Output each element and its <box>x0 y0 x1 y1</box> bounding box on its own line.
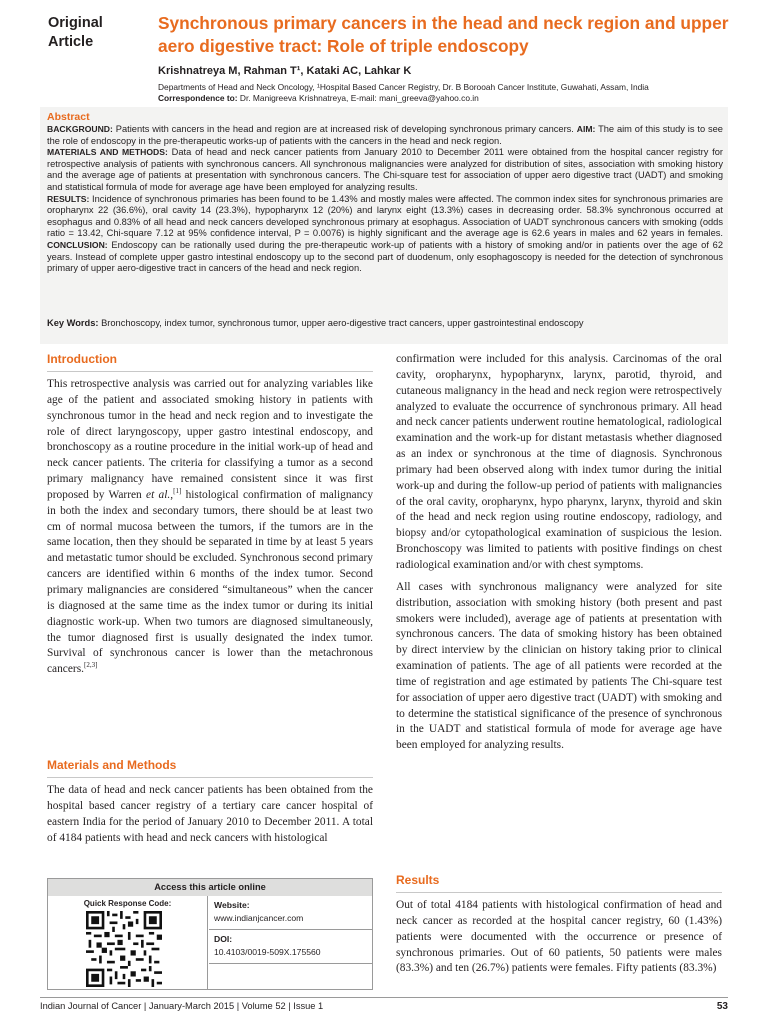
correspondence-label: Correspondence to: <box>158 93 238 103</box>
ref-2-3: [2,3] <box>84 661 98 670</box>
methods-text <box>47 783 373 846</box>
article-type-line1: Original <box>48 15 103 31</box>
methods-label: MATERIALS AND METHODS: <box>47 147 168 158</box>
results-text: Incidence of synchronous primaries has been found to be 1.43% and mostly males were affected. The common index sites for synchronous primaries are oropharynx 22 (36.6%), oral cavity 14 (23.3%), hypopharynx 12 (20%) and larynx eight (13.3%) cases in decreasing order. 58.3% synchronous occurred at esophagus and 0.83% of all head and neck cancers developed synchronous primary at esophagus. Association of UADT synchronous cancers with smoking (odds ratio = 13.42, Chi-square 7.12 at 95% confidence interval, P = 0.0076) is highly significant and the average age is 62.6 years in males and 62 years in females. <box>47 193 723 239</box>
qr-code-icon[interactable] <box>86 911 162 987</box>
doi-value[interactable]: 10.4103/0019-509X.175560 <box>214 947 321 957</box>
materials-methods-heading: Materials and Methods <box>47 758 177 772</box>
background-text: Patients with cancers in the head and region are at increased risk of developing synchronous primary cancers. <box>112 124 577 134</box>
qr-label: Quick Response Code: <box>83 899 172 908</box>
results-heading: Results <box>396 873 440 887</box>
page-number: 53 <box>716 1001 728 1012</box>
conclusion-text: Endoscopy can be rationally used during the pre-therapeutic work-up of patients with a history of smoking and/or in patients over the age of 62 years. Instead of complete upper gastro intestinal endoscopy up to the second part of duodenum, only esophagoscopy is needed for the detection of synchronous primary of upper aero-digestive tract in cancers of the head and neck region. <box>47 239 723 274</box>
website-link[interactable]: www.indianjcancer.com <box>214 913 304 923</box>
affiliations <box>158 82 649 104</box>
correspondence-line <box>158 93 649 104</box>
access-article-box <box>47 878 373 990</box>
abstract-heading: Abstract <box>47 111 90 123</box>
aim-text: The aim of this study is to see the role of endoscopy in the pre-therapeutic works-up of patients with the cancers in the head and neck region. <box>47 124 723 146</box>
methods-continued: confirmation were included for this analysis. Carcinomas of the oral cavity, oropharynx, hypopharynx, larynx, parotid, thyroid, and cutaneous malignancy in the head and neck region were retrospectively analyzed to evaluate the occurrence of synchronous primary. All head and neck cancer patients underwent routine hematological, radiological examination and the work-up for distant metastasis whether diagnosed as an index or synchronous at the time of diagnosis. Synchronous primary had been observed along with index tumor during the initial work-up and during the follow-up period of patients with malignancies of the oral cavity, oropharynx, hypo pharynx, larynx, thyroid and skin of the head and neck region using routine endoscopy, radiology, and biopsy and/or cytopathological examination of suspicious the lesion. Bronchoscopy was limited to patients with positive findings on chest radiological examination and/or with chest symptoms. <box>396 353 722 571</box>
doi-label: DOI: <box>214 934 233 944</box>
authors: Krishnatreya M, Rahman T¹, Kataki AC, Lahkar K <box>158 65 412 77</box>
article-type-line2: Article <box>48 34 94 50</box>
results-label: RESULTS: <box>47 193 90 204</box>
intro-part1: This retrospective analysis was carried out for analyzing variables like age of the patient and associated smoking history in patients with synchronous tumor in the head and neck region and to investigate the role of direct laryngoscopy, upper gastro intestinal endoscopy, and bronchoscopy as a routine procedure in the initial work-up of head and neck cancer patients. The criteria for classifying a tumor as a second primary malignancy have remained consistent since it was first proposed by Warren <box>47 378 373 501</box>
doi-row <box>209 930 372 964</box>
keywords-text: Bronchoscopy, index tumor, synchronous tumor, upper aero-digestive tract cancers, upper gastrointestinal endoscopy <box>98 318 584 328</box>
methods-text: Data of head and neck cancer patients from January 2010 to December 2011 were obtained from the hospital cancer registry for retrospective analysis of patients with synchronous cancers. All synchronous malignancies were analyzed for distribution of sites, association with smoking history and the average age of patients at presentation with synchronous cancers. The Chi-square test for association of upper aero digestive tract (UADT) and smoking and statistical formula of mode for average age have been employed for analyzing results. <box>47 147 723 192</box>
aim-label: AIM: <box>576 124 596 134</box>
conclusion-label: CONCLUSION: <box>47 239 108 250</box>
access-box-title: Access this article online <box>48 879 372 896</box>
meta-cell <box>209 896 372 989</box>
keywords <box>47 318 723 328</box>
affiliation-line: Departments of Head and Neck Oncology, ¹Hospital Based Cancer Registry, Dr. B Borooah Cancer Institute, Guwahati, Assam, India <box>158 82 649 92</box>
results-paragraph: Out of total 4184 patients with histological confirmation of head and neck cancer as recorded at the hospital cancer registry, 60 (1.43%) patients were documented with the occurrence or presence of synchronous primaries. Out of 60 patients, 50 patients were males (83.3%) and ten (26.7%) patients were females. Fifty patients (83.3%) <box>396 899 722 975</box>
introduction-text: This retrospective analysis was carried out for analyzing variables like age of the patient and associated smoking history in patients with synchronous tumor in the head and neck region and to investigate the role of direct laryngoscopy, upper gastro intestinal endoscopy, and bronchoscopy as a routine procedure in the initial work-up of head and neck cancer patients. The criteria for classifying a tumor as a second primary malignancy have remained consistent since it was first proposed by Warren et al.,[1] histological confirmation of malignancy in both the index and secondary tumors, there should be at least two cm of normal mucosa between the tumors, if the tumors are in the same location, then they should be separated in time by at least 5 years and metastatic tumor should be excluded. Synchronous second primary cancers are identified within 6 months of the index tumor. Second primary malignancies are considered “simultaneous” when the cancer is diagnosed at the same time as the index tumor or during its initial diagnostic work-up. When two tumors are diagnosed simultaneously, the tumor diagnosed first is usually designated the index tumor. Survival of synchronous cancer is lower than the metachronous cancers.[2,3] <box>47 378 374 676</box>
introduction-heading: Introduction <box>47 352 117 366</box>
keywords-label: Key Words: <box>47 318 99 328</box>
article-type-label <box>48 14 103 52</box>
article-title: Synchronous primary cancers in the head and neck region and upper aero digestive tract: Role of triple endoscopy <box>158 13 729 56</box>
section-divider <box>47 371 373 372</box>
footer-divider <box>40 997 728 998</box>
section-divider <box>396 892 722 893</box>
methods-paragraph: The data of head and neck cancer patients has been obtained from the hospital based cancer registry of a tertiary care cancer hospital of eastern India for the period of January 2010 to December 2011. A total of 4184 patients with head and neck cancers with histological <box>47 784 373 844</box>
website-label: Website: <box>214 900 250 910</box>
journal-footer: Indian Journal of Cancer | January-March 2015 | Volume 52 | Issue 1 <box>40 1001 324 1011</box>
background-label: BACKGROUND: <box>47 124 113 134</box>
qr-cell <box>48 896 208 989</box>
right-column-text <box>396 352 722 754</box>
section-divider <box>47 777 373 778</box>
analysis-paragraph: All cases with synchronous malignancy were analyzed for site distribution, association with smoking history (both present and past smokers were included), average age of patients at presentation with synchronous cancers. The data of smoking history has been obtained by direct interview by the clinician on history taking prior to clinical examination of patients. The age of all patients were recorded at the time of registration and age estimated by patients The Chi-square test for association of upper aero digestive tract (UADT) with smoking and to determine the statistical significance of the presence of synchronous in the UADT and statistical formula of mode for average age have been employed for analyzing results. <box>396 580 722 752</box>
intro-part2: histological confirmation of malignancy in both the index and secondary tumors, there should be at least two cm of normal mucosa between the tumors, if the tumors are in the same location, then they should be separated in time by at least 5 years and metastatic tumor should be excluded. Synchronous second primary cancers are identified within 6 months of the index tumor. Second primary malignancies are considered “simultaneous” when the cancer is diagnosed at the same time as the index tumor or during its initial diagnostic work-up. When two tumors are diagnosed simultaneously, the tumor diagnosed first is usually designated the index tumor. Survival of synchronous cancer is lower than the metachronous cancers. <box>47 488 374 676</box>
website-row <box>209 896 372 930</box>
abstract-body <box>47 124 723 275</box>
results-text <box>396 898 722 977</box>
ref-1: [1] <box>173 487 182 496</box>
intro-etal: et al. <box>146 488 171 501</box>
correspondence-text: Dr. Manigreeva Krishnatreya, E-mail: mani_greeva@yahoo.co.in <box>237 93 479 103</box>
